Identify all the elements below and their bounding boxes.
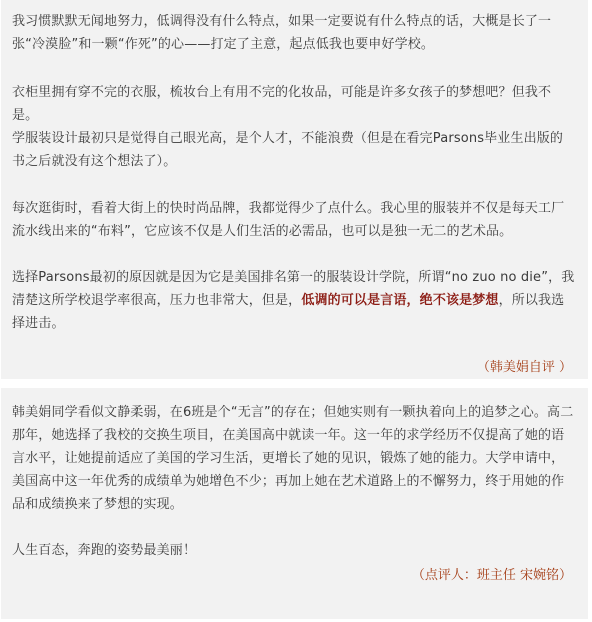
paragraph-closing: 人生百态，奔跑的姿势最美丽！ — [12, 543, 197, 558]
self-review-card — [1, 0, 588, 379]
teacher-review-card — [1, 388, 588, 619]
highlight-quote: 低调的可以是言语，绝不该是梦想 — [301, 293, 499, 308]
paragraph-parsons-end: ，所以我选择进击。 — [12, 293, 565, 331]
paragraph-wardrobe: 衣柜里拥有穿不完的衣服，梳妆台上有用不完的化妆品，可能是许多女孩子的梦想吧？但我不是。 — [12, 85, 552, 123]
teacher-review-signature: （点评人：班主任 宋婉铭） — [411, 568, 572, 583]
self-review-signature: （韩美娟自评 ） — [476, 360, 572, 375]
paragraph-teacher-review: 韩美娟同学看似文静柔弱，在6班是个“无言”的存在；但她实则有一颗执着向上的追梦之心。高二那年，她选择了我校的交换生项目，在美国高中就读一年。这一年的求学经历不仅提高了她的语言水平，让她提前适应了美国的学习生活，更增长了她的见识，锻炼了她的能力。大学申请中，美国高中这一年优秀的成绩单为她增色不少；再加上她在艺术道路上的不懈努力，终于用她的作品和成绩换来了梦想的实现。 — [12, 405, 574, 512]
paragraph-parsons — [12, 266, 576, 335]
paragraph-intro: 我习惯默默无闻地努力，低调得没有什么特点，如果一定要说有什么特点的话，大概是长了一张“冷漠脸”和一颗“作死”的心——打定了主意，起点低我也要申好学校。 — [12, 14, 552, 52]
paragraph-fashion: 每次逛街时，看着大街上的快时尚品牌，我都觉得少了点什么。我心里的服装并不仅是每天工厂流水线出来的“布料”，它应该不仅是人们生活的必需品，也可以是独一无二的艺术品。 — [12, 201, 565, 239]
paragraph-design: 学服装设计最初只是觉得自己眼光高，是个人才，不能浪费（但是在看完Parsons毕业生出版的书之后就没有这个想法了）。 — [12, 131, 564, 169]
paragraph-parsons-start: 选择Parsons最初的原因就是因为它是美国排名第一的服装设计学院，所谓“no zuo no die”，我清楚这所学校退学率很高，压力也非常大，但是， — [12, 270, 575, 308]
